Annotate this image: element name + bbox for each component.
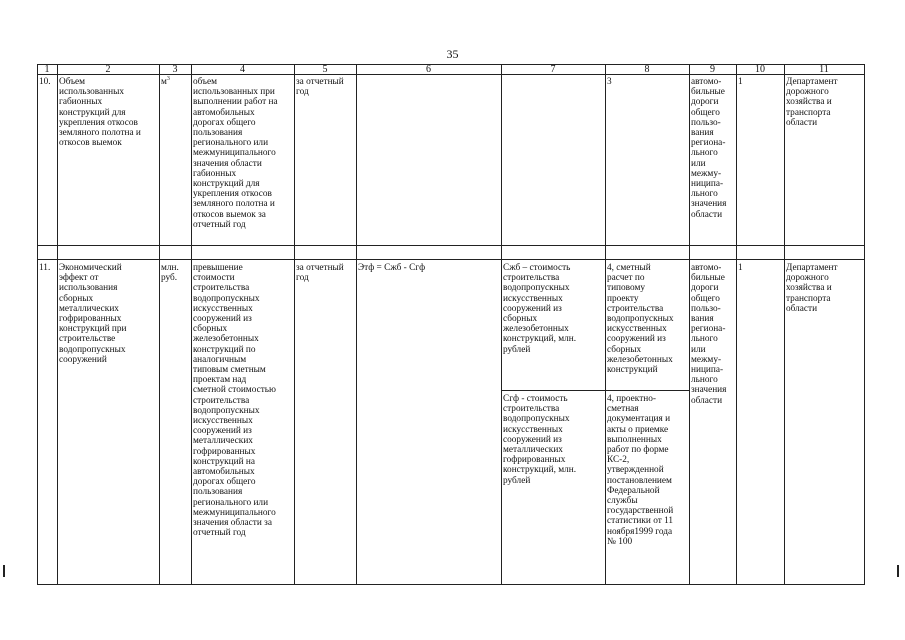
object-of-measurement: автомо- бильные дороги общего пользо- вания региона- льного или межму- ниципа- льного значения области [691, 77, 727, 220]
page-number: 35 [446, 47, 459, 61]
row-border [37, 259, 865, 260]
period: за отчетный год [296, 77, 344, 98]
indicator-name: Объем использованных габионных конструкций для укрепления откосов земляного полотна и откосов выемок [59, 77, 141, 149]
col-border [159, 64, 160, 585]
indicator-name: Экономический эффект от использования сборных металлических гофрированных конструкций при строительстве водопропускных сооружений [59, 263, 127, 365]
col10-value: 1 [738, 263, 743, 273]
unit [159, 76, 191, 87]
header-col-10: 10 [755, 64, 765, 75]
indicator-definition: превышение стоимости строительства водопропускных искусственных сооружений из сборных железобетонных конструкций по аналогичным типовым сметным проектам над сметной стоимостью строительства водопропускных искусственных сооружений из металлических гофрированных конструкций на автомобильных дорогах общего пользования регионального или межмуниципального значения области за отчетный год [193, 263, 276, 539]
variable-definition: Сгф - стоимость строительства водопропускных искусственных сооружений из металлических гофрированных конструкций, млн. рублей [503, 394, 577, 486]
data-source: 4, проектно- сметная документация и акты о приемке выполненных работ по форме КС-2, утвержденной постановлением Федеральной службы государственной статистики от 11 ноября1999 года № 100 [607, 394, 674, 547]
unit-superscript: 3 [166, 76, 170, 82]
header-col-8: 8 [644, 64, 650, 75]
header-col-11: 11 [819, 64, 829, 75]
scan-edge-mark [3, 565, 5, 577]
header-col-7: 7 [550, 64, 556, 75]
unit-text: м [161, 77, 167, 87]
row-border [37, 245, 865, 246]
row-border [37, 584, 865, 585]
responsible-body: Департамент дорожного хозяйства и транспорта области [786, 263, 838, 314]
data-source: 4, сметный расчет по типовому проекту строительства водопропускных искусственных сооружений из сборных железобетонных конструкций [607, 263, 674, 376]
col-border [784, 64, 785, 585]
col-border [37, 64, 38, 585]
col-border [356, 64, 357, 585]
header-col-9: 9 [710, 64, 715, 75]
col-border [864, 64, 865, 585]
header-col-3: 3 [172, 64, 178, 75]
header-col-6: 6 [426, 64, 431, 75]
period: за отчетный год [296, 263, 344, 284]
formula: Этф = Сжб - Сгф [358, 263, 426, 273]
row-number: 11. [39, 263, 51, 273]
row-border [501, 390, 689, 391]
header-col-1: 1 [44, 64, 50, 75]
header-col-2: 2 [105, 64, 111, 75]
col-border [294, 64, 295, 585]
responsible-body: Департамент дорожного хозяйства и транспорта области [786, 77, 838, 128]
header-col-4: 4 [240, 64, 245, 75]
indicator-definition: объем использованных при выполнении работ на автомобильных дорогах общего пользования регионального или межмуниципального значения области габионных конструкций для укрепления откосов земляного полотна и откосов выемок за отчетный год [193, 77, 278, 230]
scan-edge-mark [897, 565, 899, 577]
row-number: 10. [39, 77, 51, 87]
data-source: 3 [607, 77, 612, 87]
object-of-measurement: автомо- бильные дороги общего пользо- вания региона- льного или межму- ниципа- льного значения области [691, 263, 727, 406]
header-col-5: 5 [322, 64, 328, 75]
col-border [736, 64, 737, 585]
col10-value: 1 [738, 77, 743, 87]
unit: млн. руб. [161, 263, 179, 284]
variable-definition: Сжб – стоимость строительства водопропускных искусственных сооружений из сборных железобетонных конструкций, млн. рублей [503, 263, 577, 355]
